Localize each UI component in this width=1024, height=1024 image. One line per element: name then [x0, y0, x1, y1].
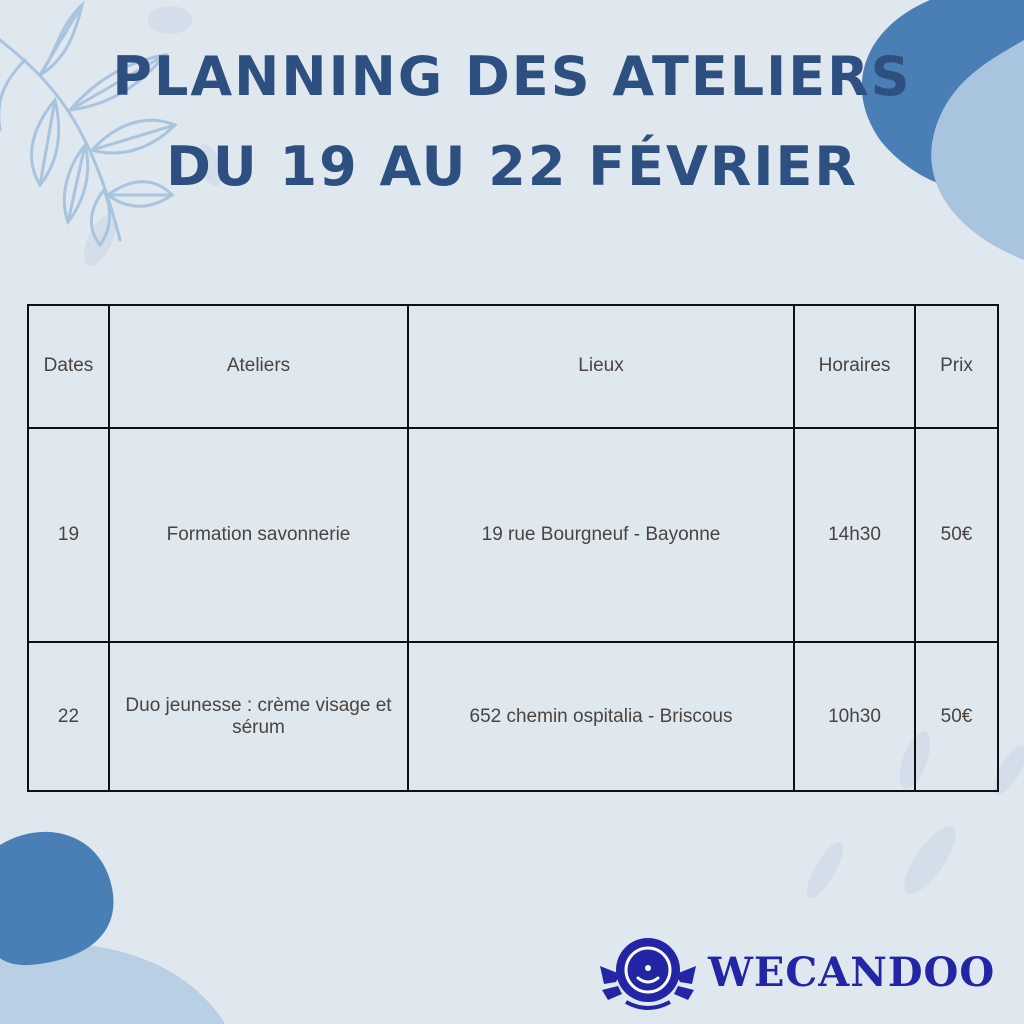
blob-bottom-left-dark — [0, 832, 113, 965]
cell-atelier: Duo jeunesse : crème visage et sérum — [109, 642, 408, 791]
title-line-2: DU 19 AU 22 FÉVRIER — [166, 135, 858, 198]
faint-leaf — [77, 210, 122, 271]
cell-lieu: 19 rue Bourgneuf - Bayonne — [408, 428, 794, 643]
table-header-row — [28, 305, 998, 428]
cell-horaire: 14h30 — [794, 428, 915, 643]
header-prix: Prix — [915, 305, 998, 428]
cell-prix: 50€ — [915, 642, 998, 791]
cell-horaire: 10h30 — [794, 642, 915, 791]
page-title — [0, 32, 1024, 212]
header-ateliers: Ateliers — [109, 305, 408, 428]
schedule-table — [27, 304, 999, 792]
header-horaires: Horaires — [794, 305, 915, 428]
cell-date: 22 — [28, 642, 109, 791]
title-line-1: PLANNING DES ATELIERS — [112, 45, 912, 108]
table-row — [28, 428, 998, 643]
wecandoo-logo-icon — [598, 932, 698, 1012]
table-row — [28, 642, 998, 791]
faint-leaf — [148, 6, 192, 34]
header-lieux: Lieux — [408, 305, 794, 428]
header-dates: Dates — [28, 305, 109, 428]
faint-leaf — [800, 837, 849, 902]
cell-atelier: Formation savonnerie — [109, 428, 408, 643]
cell-prix: 50€ — [915, 428, 998, 643]
brand-name: WECANDOO — [708, 948, 996, 996]
brand-footer — [598, 932, 998, 1012]
faint-leaf — [896, 819, 965, 901]
cell-lieu: 652 chemin ospitalia - Briscous — [408, 642, 794, 791]
cell-date: 19 — [28, 428, 109, 643]
